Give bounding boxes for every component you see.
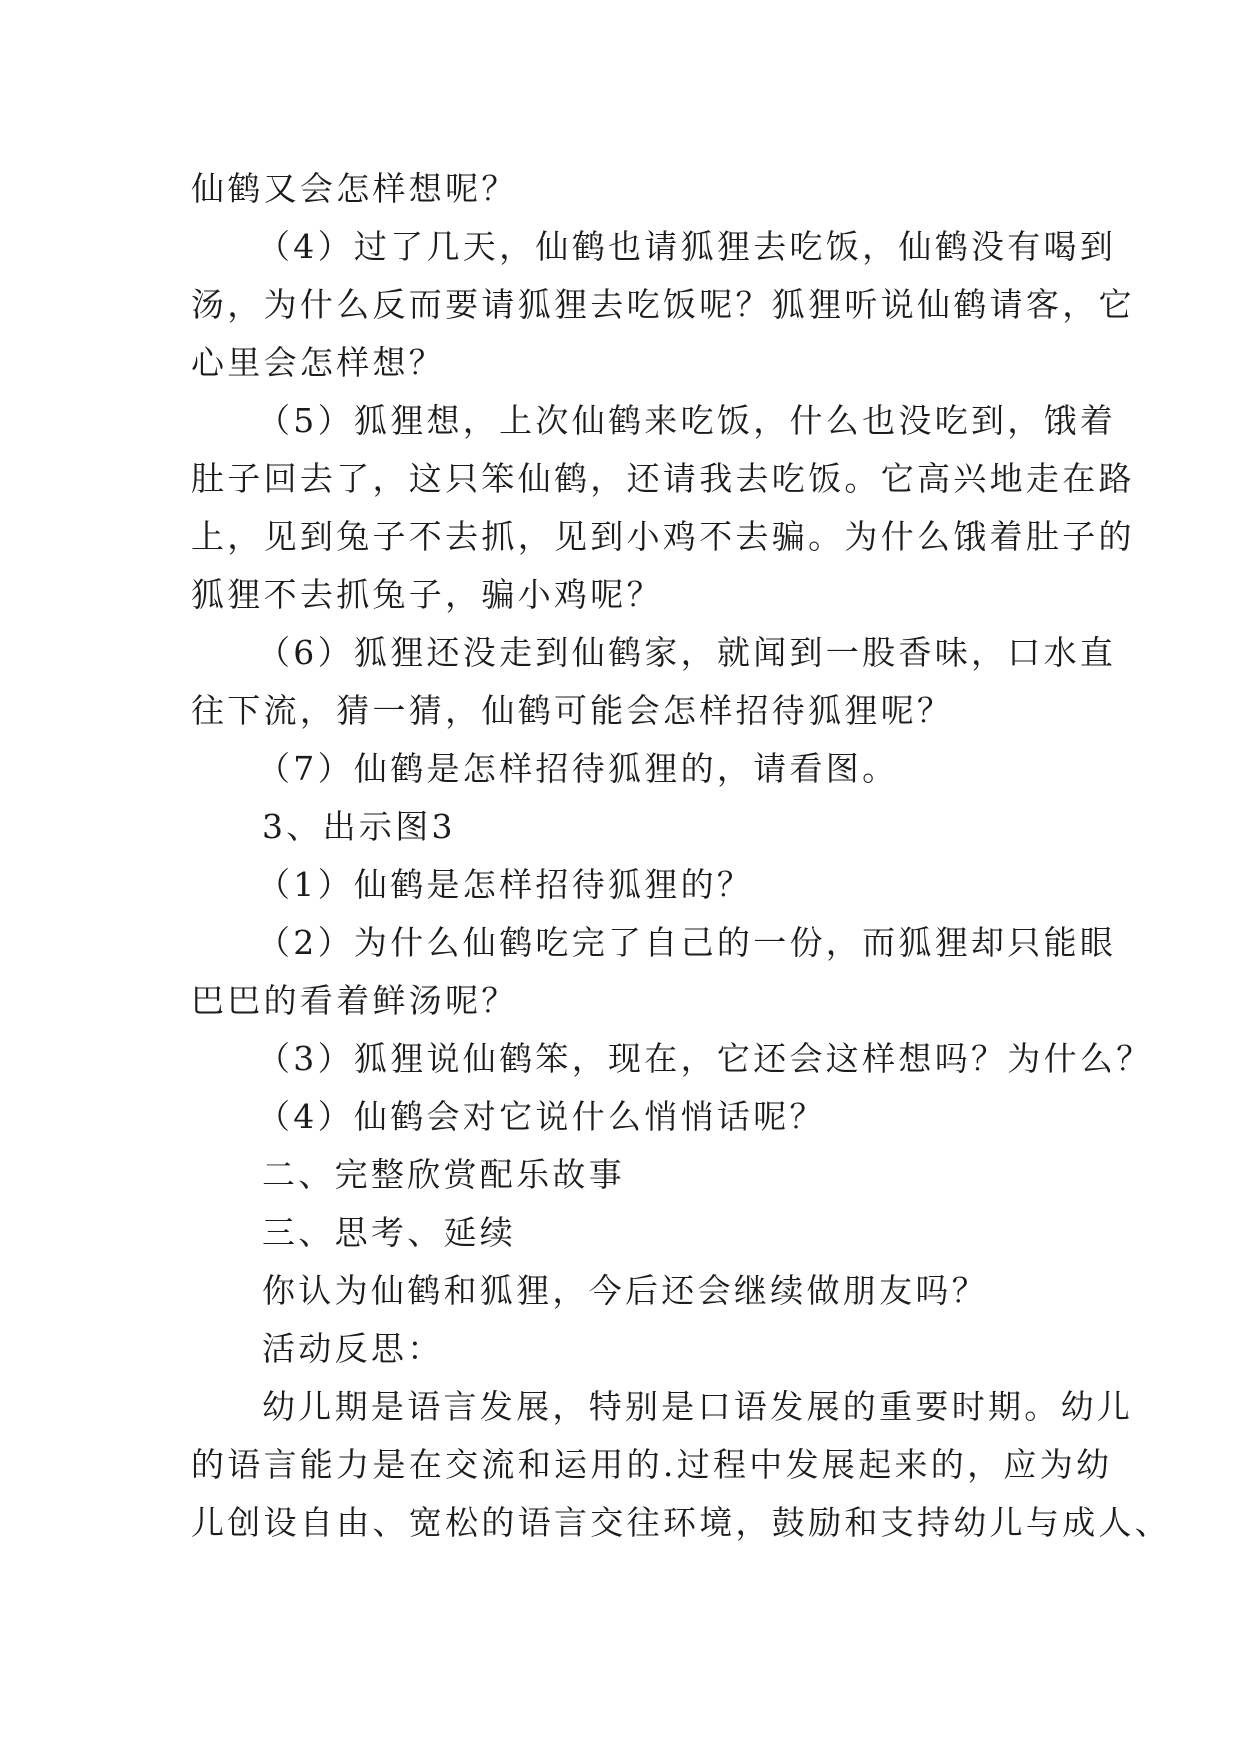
paragraph-step-3-heading	[191, 798, 1051, 856]
text-line: 上，见到兔子不去抓，见到小鸡不去骗。为什么饿着肚子的	[191, 517, 1135, 556]
text-line: 幼儿期是语言发展，特别是口语发展的重要时期。幼儿	[262, 1387, 1134, 1426]
text-line: 汤，为什么反而要请狐狸去吃饭呢？狐狸听说仙鹤请客，它	[191, 285, 1135, 324]
text-line: （5）狐狸想，上次仙鹤来吃饭，什么也没吃到，饿着	[257, 401, 1117, 440]
reflection-paragraph	[191, 1378, 1172, 1552]
body-text	[191, 160, 1172, 1552]
text-line: 儿创设自由、宽松的语言交往环境，鼓励和支持幼儿与成人、	[191, 1503, 1172, 1542]
paragraph-question-6	[191, 624, 1117, 740]
text-line: （1）仙鹤是怎样招待狐狸的？	[257, 865, 754, 904]
paragraph-question-3	[191, 1030, 1153, 1088]
text-line: 狐狸不去抓兔子，骗小鸡呢？	[191, 575, 663, 614]
paragraph-final-question	[191, 1262, 1051, 1320]
paragraph-question-5	[191, 392, 1135, 624]
text-line: （7）仙鹤是怎样招待狐狸的，请看图。	[257, 749, 899, 788]
paragraph-question-4b	[191, 1088, 1051, 1146]
text-line: （6）狐狸还没走到仙鹤家，就闻到一股香味，口水直	[257, 633, 1117, 672]
text-line: 往下流，猜一猜，仙鹤可能会怎样招待狐狸呢？	[191, 691, 954, 730]
text-line: 你认为仙鹤和狐狸，今后还会继续做朋友吗？	[262, 1271, 988, 1310]
text-line: 的语言能力是在交流和运用的.过程中发展起来的，应为幼	[191, 1445, 1113, 1484]
text-line: 三、思考、延续	[262, 1213, 517, 1252]
text-line: 巴巴的看着鲜汤呢？	[191, 981, 518, 1020]
text-line: 3、出示图3	[262, 807, 456, 846]
paragraph-question-2	[191, 914, 1117, 1030]
text-line: 仙鹤又会怎样想呢？	[191, 169, 518, 208]
text-line: （4）过了几天，仙鹤也请狐狸去吃饭，仙鹤没有喝到	[257, 227, 1117, 266]
text-line: （3）狐狸说仙鹤笨，现在，它还会这样想吗？为什么？	[257, 1039, 1153, 1078]
section-heading-2	[191, 1146, 1051, 1204]
text-line: 心里会怎样想？	[191, 343, 446, 382]
paragraph-question-4	[191, 218, 1135, 392]
paragraph-question-7	[191, 740, 1051, 798]
text-line: （2）为什么仙鹤吃完了自己的一份，而狐狸却只能眼	[257, 923, 1117, 962]
section-heading-3	[191, 1204, 1051, 1262]
paragraph-question-1	[191, 856, 1051, 914]
text-line: 肚子回去了，这只笨仙鹤，还请我去吃饭。它高兴地走在路	[191, 459, 1135, 498]
text-line: （4）仙鹤会对它说什么悄悄话呢？	[257, 1097, 826, 1136]
paragraph-question-crane	[191, 160, 1051, 218]
text-line: 二、完整欣赏配乐故事	[262, 1155, 625, 1194]
text-line: 活动反思：	[262, 1329, 444, 1368]
reflection-heading	[191, 1320, 1051, 1378]
